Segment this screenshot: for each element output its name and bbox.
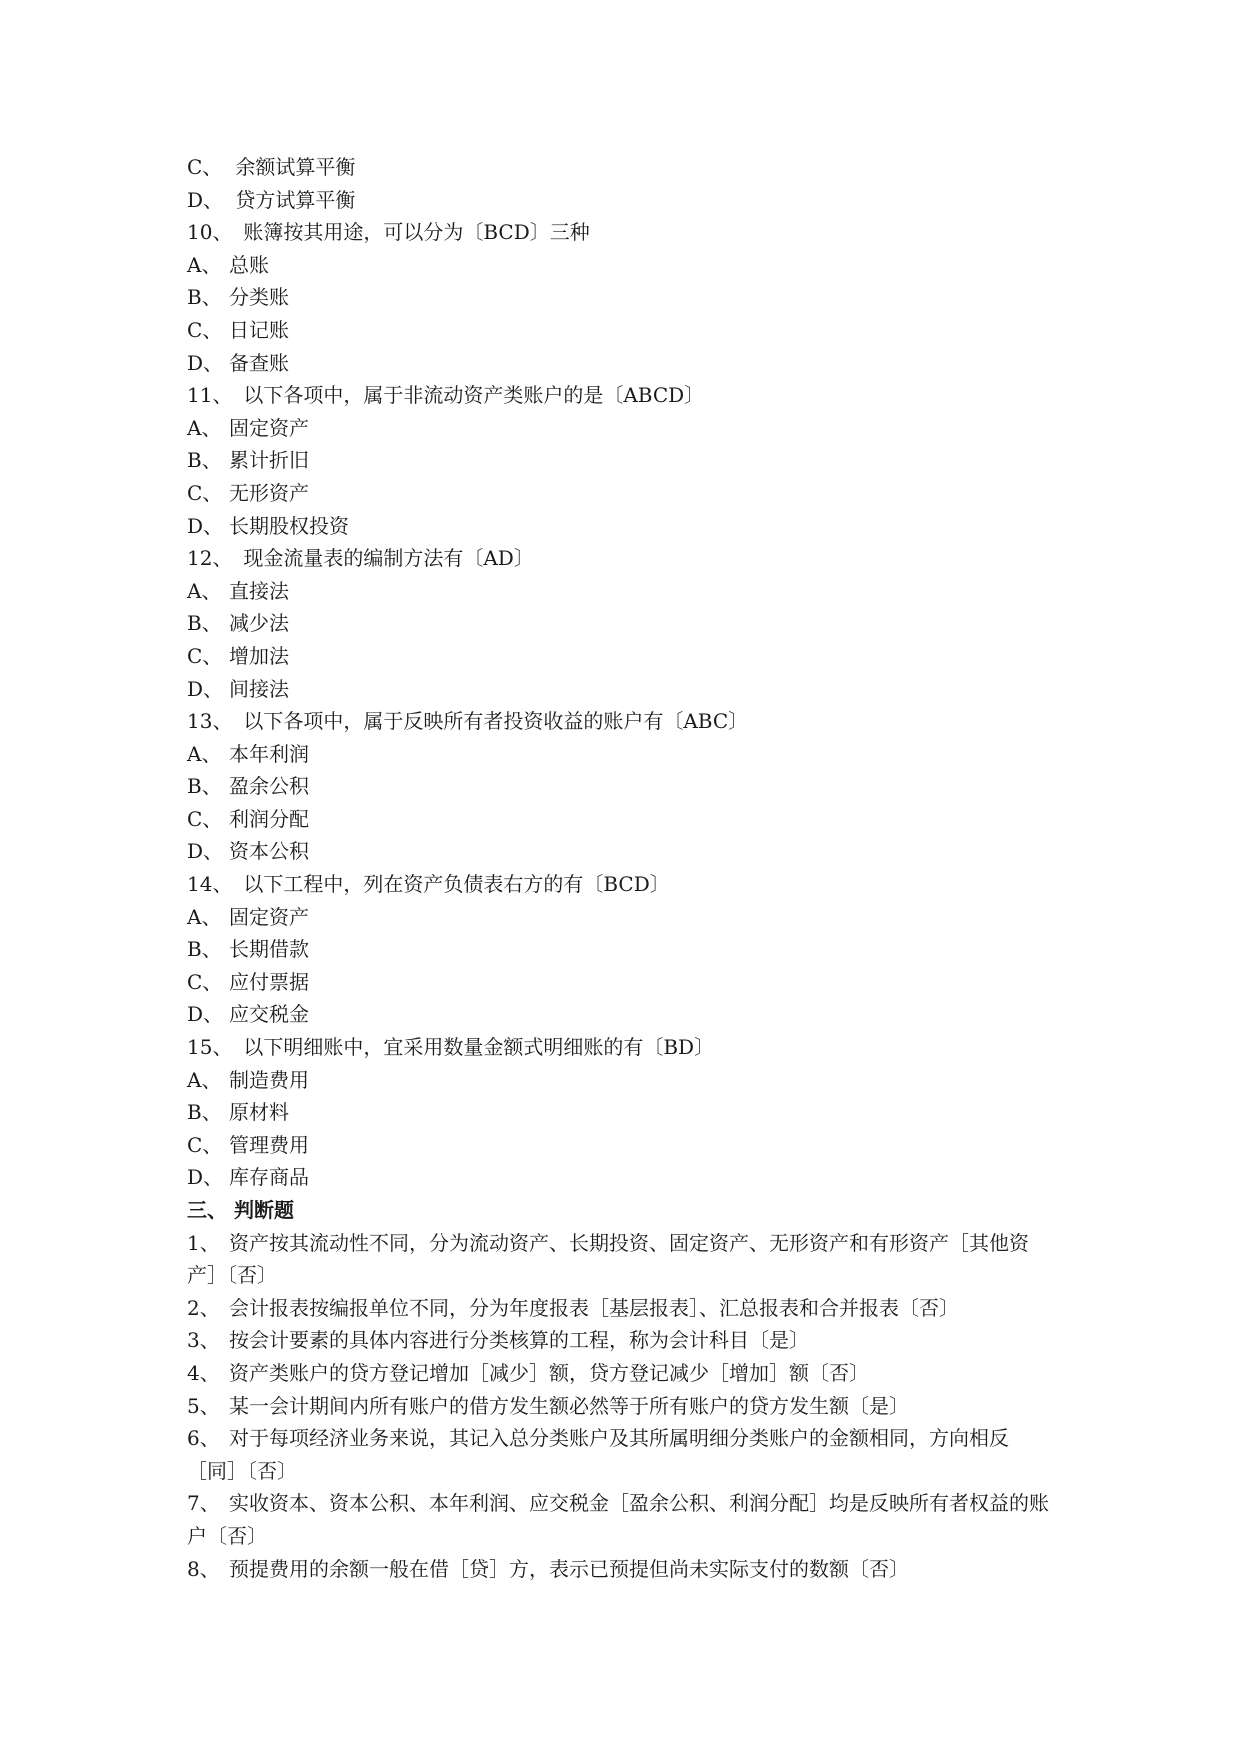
- judgment-number: 5、: [187, 1393, 220, 1418]
- judgment-item: [187, 1227, 1057, 1292]
- option-text: 管理费用: [229, 1132, 309, 1157]
- question-text: 现金流量表的编制方法有〔AD〕: [243, 546, 534, 571]
- option-text: 长期股权投资: [229, 513, 349, 538]
- judgment-text: 某一会计期间内所有账户的借方发生额必然等于所有账户的贷方发生额〔是〕: [229, 1393, 909, 1418]
- judgment-text: 按会计要素的具体内容进行分类核算的工程，称为会计科目〔是〕: [229, 1328, 809, 1353]
- judgment-number: 7、: [187, 1491, 220, 1516]
- option-line: [187, 998, 1057, 1031]
- option-line: [187, 412, 1057, 445]
- judgment-number: 8、: [187, 1556, 220, 1581]
- option-text: 余额试算平衡: [235, 155, 356, 179]
- option-label: B、: [187, 611, 222, 636]
- judgment-item: [187, 1422, 1057, 1487]
- question-number: 10、: [187, 220, 233, 245]
- option-text: 长期借款: [229, 937, 309, 962]
- option-label: B、: [187, 774, 222, 799]
- question-number: 11、: [187, 383, 233, 408]
- option-line: [187, 1064, 1057, 1097]
- judgment-item: [187, 1390, 1057, 1423]
- option-label: B、: [187, 448, 222, 473]
- judgment-number: 1、: [187, 1230, 220, 1255]
- judgment-item: [187, 1324, 1057, 1357]
- question-line: [187, 705, 1057, 738]
- option-label: A、: [187, 252, 222, 277]
- option-text: 应交税金: [229, 1002, 309, 1027]
- option-text: 库存商品: [229, 1165, 309, 1190]
- option-line: [187, 933, 1057, 966]
- option-text: 本年利润: [229, 741, 309, 766]
- option-line: [187, 607, 1057, 640]
- option-text: 总账: [229, 252, 269, 277]
- option-text: 应付票据: [229, 969, 309, 994]
- judgment-item: [187, 1487, 1057, 1552]
- option-text: 利润分配: [229, 806, 309, 831]
- question-text: 以下各项中，属于非流动资产类账户的是〔ABCD〕: [243, 383, 705, 408]
- question-text: 以下各项中，属于反映所有者投资收益的账户有〔ABC〕: [243, 709, 749, 734]
- option-line: [187, 575, 1057, 608]
- option-label: C、: [187, 806, 223, 831]
- option-label: D、: [187, 839, 224, 864]
- judgment-number: 4、: [187, 1360, 220, 1385]
- option-label: D、: [187, 1165, 224, 1190]
- judgment-item: [187, 1553, 1057, 1586]
- option-line: [187, 151, 1057, 184]
- option-text: 间接法: [229, 676, 289, 701]
- option-label: C、: [187, 480, 223, 505]
- option-label: C、: [187, 643, 223, 668]
- option-label: D、: [187, 676, 224, 701]
- question-text: 账簿按其用途，可以分为〔BCD〕三种: [243, 220, 590, 245]
- judgment-item: [187, 1292, 1057, 1325]
- option-text: 盈余公积: [229, 774, 309, 799]
- question-number: 13、: [187, 709, 233, 734]
- question-number: 12、: [187, 546, 233, 571]
- option-label: D、: [187, 350, 224, 375]
- option-label: B、: [187, 937, 222, 962]
- option-text: 原材料: [229, 1100, 289, 1125]
- option-text: 直接法: [229, 578, 289, 603]
- option-line: [187, 314, 1057, 347]
- judgment-text: 预提费用的余额一般在借［贷］方，表示已预提但尚未实际支付的数额〔否〕: [229, 1556, 909, 1581]
- option-line: [187, 249, 1057, 282]
- option-line: [187, 640, 1057, 673]
- option-text: 无形资产: [229, 480, 309, 505]
- option-label: A、: [187, 415, 222, 440]
- option-line: [187, 770, 1057, 803]
- judgment-text: 对于每项经济业务来说，其记入总分类账户及其所属明细分类账户的金额相同，方向相反［同］〔否〕: [187, 1426, 1009, 1483]
- option-label: A、: [187, 741, 222, 766]
- option-label: D、: [187, 1002, 224, 1027]
- question-text: 以下明细账中，宜采用数量金额式明细账的有〔BD〕: [243, 1035, 715, 1060]
- judgment-text: 实收资本、资本公积、本年利润、应交税金［盈余公积、利润分配］均是反映所有者权益的账户〔否〕: [187, 1491, 1049, 1548]
- option-text: 固定资产: [229, 904, 309, 929]
- option-line: [187, 803, 1057, 836]
- judgment-number: 3、: [187, 1328, 220, 1353]
- option-text: 日记账: [229, 317, 289, 342]
- question-line: [187, 216, 1057, 249]
- option-label: D、: [187, 513, 224, 538]
- option-line: [187, 281, 1057, 314]
- option-text: 备查账: [229, 350, 289, 375]
- question-line: [187, 1031, 1057, 1064]
- option-label: B、: [187, 285, 222, 310]
- judgment-item: [187, 1357, 1057, 1390]
- option-line: [187, 1096, 1057, 1129]
- option-text: 减少法: [229, 611, 289, 636]
- judgment-number: 6、: [187, 1426, 220, 1451]
- question-number: 14、: [187, 872, 233, 897]
- option-text: 固定资产: [229, 415, 309, 440]
- option-label: C、: [187, 1132, 223, 1157]
- option-label: C、: [187, 969, 223, 994]
- option-label: C、: [187, 155, 223, 179]
- option-line: [187, 347, 1057, 380]
- option-text: 贷方试算平衡: [235, 187, 356, 212]
- option-line: [187, 477, 1057, 510]
- judgment-text: 资产类账户的贷方登记增加［减少］额，贷方登记减少［增加］额〔否〕: [229, 1360, 869, 1385]
- option-text: 累计折旧: [229, 448, 309, 473]
- option-line: [187, 673, 1057, 706]
- option-line: [187, 1161, 1057, 1194]
- option-line: [187, 510, 1057, 543]
- option-line: [187, 901, 1057, 934]
- option-label: B、: [187, 1100, 222, 1125]
- option-label: A、: [187, 578, 222, 603]
- section-heading: 三、 判断题: [187, 1198, 294, 1222]
- option-text: 分类账: [229, 285, 289, 310]
- option-line: [187, 184, 1057, 217]
- judgment-text: 会计报表按编报单位不同，分为年度报表［基层报表］、汇总报表和合并报表〔否〕: [229, 1295, 959, 1320]
- document-content: [187, 151, 1057, 1585]
- option-line: [187, 444, 1057, 477]
- option-text: 制造费用: [229, 1067, 309, 1092]
- option-line: [187, 738, 1057, 771]
- option-text: 资本公积: [229, 839, 309, 864]
- question-line: [187, 868, 1057, 901]
- option-line: [187, 1129, 1057, 1162]
- judgment-text: 资产按其流动性不同，分为流动资产、长期投资、固定资产、无形资产和有形资产［其他资产］〔否〕: [187, 1230, 1029, 1288]
- question-text: 以下工程中，列在资产负债表右方的有〔BCD〕: [243, 872, 670, 897]
- option-label: A、: [187, 904, 222, 929]
- option-line: [187, 835, 1057, 868]
- option-text: 增加法: [229, 643, 289, 668]
- question-number: 15、: [187, 1035, 233, 1060]
- question-line: [187, 379, 1057, 412]
- option-label: C、: [187, 317, 223, 342]
- judgment-number: 2、: [187, 1295, 220, 1320]
- option-label: D、: [187, 187, 224, 212]
- option-line: [187, 966, 1057, 999]
- question-line: [187, 542, 1057, 575]
- option-label: A、: [187, 1067, 222, 1092]
